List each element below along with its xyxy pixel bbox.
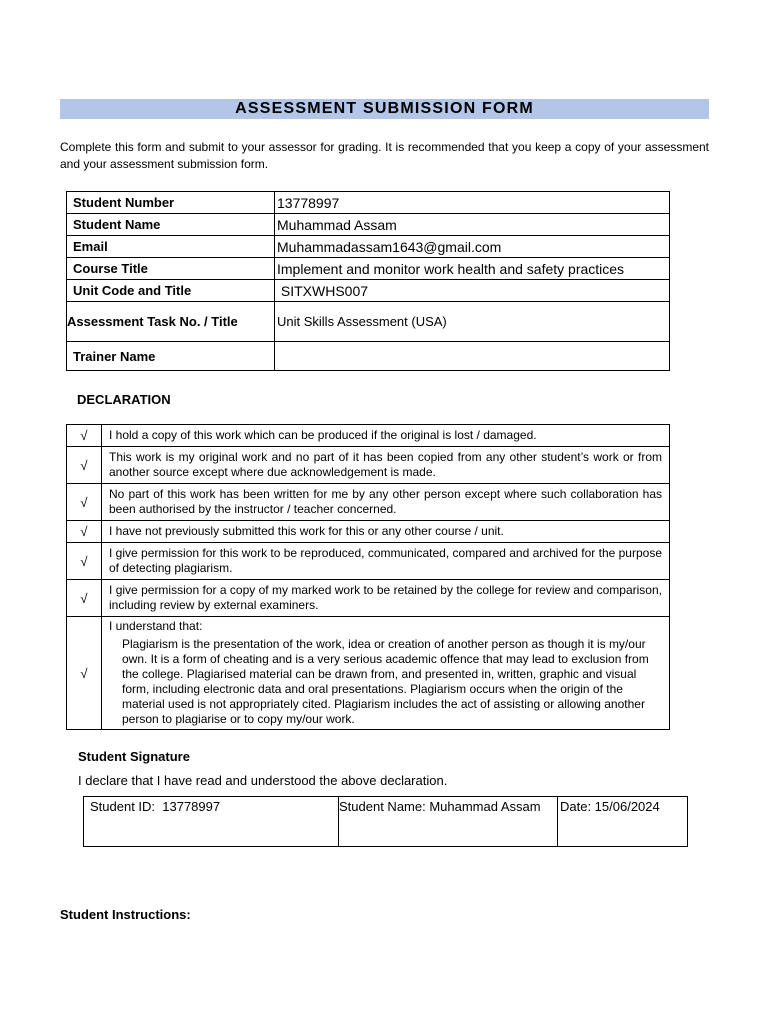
table-row xyxy=(67,342,670,371)
intro-text: Complete this form and submit to your assessor for grading. It is recommended that you keep a copy of your assessment and your assessment submission form. xyxy=(60,140,709,171)
check-mark-icon: √ xyxy=(67,580,102,617)
trainer-name-label: Trainer Name xyxy=(67,342,275,371)
student-name-label: Student Name xyxy=(67,214,275,236)
email-label: Email xyxy=(67,236,275,258)
table-row xyxy=(67,258,670,280)
student-number-value[interactable]: 13778997 xyxy=(275,192,670,214)
student-info-table xyxy=(66,191,670,371)
check-mark-icon: √ xyxy=(67,447,102,484)
table-row xyxy=(67,280,670,302)
table-row xyxy=(67,425,670,447)
trainer-name-value[interactable] xyxy=(275,342,670,371)
assessment-task-label: Assessment Task No. / Title xyxy=(67,302,275,342)
assessment-task-value[interactable]: Unit Skills Assessment (USA) xyxy=(275,302,670,342)
table-row xyxy=(67,521,670,543)
student-id-field[interactable]: Student ID: 13778997 xyxy=(84,797,339,847)
signature-declaration: I declare that I have read and understood the above declaration. xyxy=(78,773,448,788)
declaration-heading: DECLARATION xyxy=(77,392,171,407)
check-mark-icon: √ xyxy=(67,484,102,521)
declaration-item: I give permission for a copy of my marked work to be retained by the college for review and comparison, including review by external examiners. xyxy=(102,580,670,617)
understand-intro: I understand that: xyxy=(109,619,203,633)
declaration-item: This work is my original work and no part of it has been copied from any other student’s work or from another source except where due acknowledgement is made. xyxy=(102,447,670,484)
student-number-label: Student Number xyxy=(67,192,275,214)
declaration-item: No part of this work has been written for me by any other person except where such collaboration has been authorised by the instructor / teacher concerned. xyxy=(102,484,670,521)
table-row xyxy=(67,236,670,258)
table-row xyxy=(67,484,670,521)
date-field[interactable]: Date: 15/06/2024 xyxy=(558,797,688,847)
understand-body: Plagiarism is the presentation of the work, idea or creation of another person as though it is my/our own. It is a form of cheating and is a very serious academic offence that may lead to exclusion from the college. Plagiarised material can be drawn from, and presented in, written, graphic and visual form, including electronic data and oral presentations. Plagiarism occurs when the origin of the material used is not appropriately cited. Plagiarism includes the act of assisting or allowing another person to plagiarise or to copy my/our work. xyxy=(122,637,649,726)
student-name-field[interactable]: Student Name: Muhammad Assam xyxy=(339,797,558,847)
table-row xyxy=(67,580,670,617)
check-mark-icon: √ xyxy=(67,617,102,730)
table-row xyxy=(67,192,670,214)
check-mark-icon: √ xyxy=(67,521,102,543)
email-value[interactable]: Muhammadassam1643@gmail.com xyxy=(275,236,670,258)
plagiarism-statement xyxy=(102,617,670,730)
declaration-table xyxy=(66,424,670,730)
table-row xyxy=(67,617,670,730)
unit-code-label: Unit Code and Title xyxy=(67,280,275,302)
check-mark-icon: √ xyxy=(67,543,102,580)
student-name-value[interactable]: Muhammad Assam xyxy=(275,214,670,236)
form-title: ASSESSMENT SUBMISSION FORM xyxy=(60,99,709,119)
course-title-value[interactable]: Implement and monitor work health and safety practices xyxy=(275,258,670,280)
signature-table xyxy=(83,796,688,847)
table-row xyxy=(84,797,688,847)
course-title-label: Course Title xyxy=(67,258,275,280)
declaration-item: I have not previously submitted this work for this or any other course / unit. xyxy=(102,521,670,543)
check-mark-icon: √ xyxy=(67,425,102,447)
declaration-item: I give permission for this work to be reproduced, communicated, compared and archived for the purpose of detecting plagiarism. xyxy=(102,543,670,580)
declaration-item: I hold a copy of this work which can be produced if the original is lost / damaged. xyxy=(102,425,670,447)
table-row xyxy=(67,302,670,342)
table-row xyxy=(67,447,670,484)
table-row xyxy=(67,214,670,236)
student-instructions-heading: Student Instructions: xyxy=(60,907,191,922)
signature-heading: Student Signature xyxy=(78,749,190,764)
unit-code-value[interactable]: SITXWHS007 xyxy=(275,280,670,302)
table-row xyxy=(67,543,670,580)
